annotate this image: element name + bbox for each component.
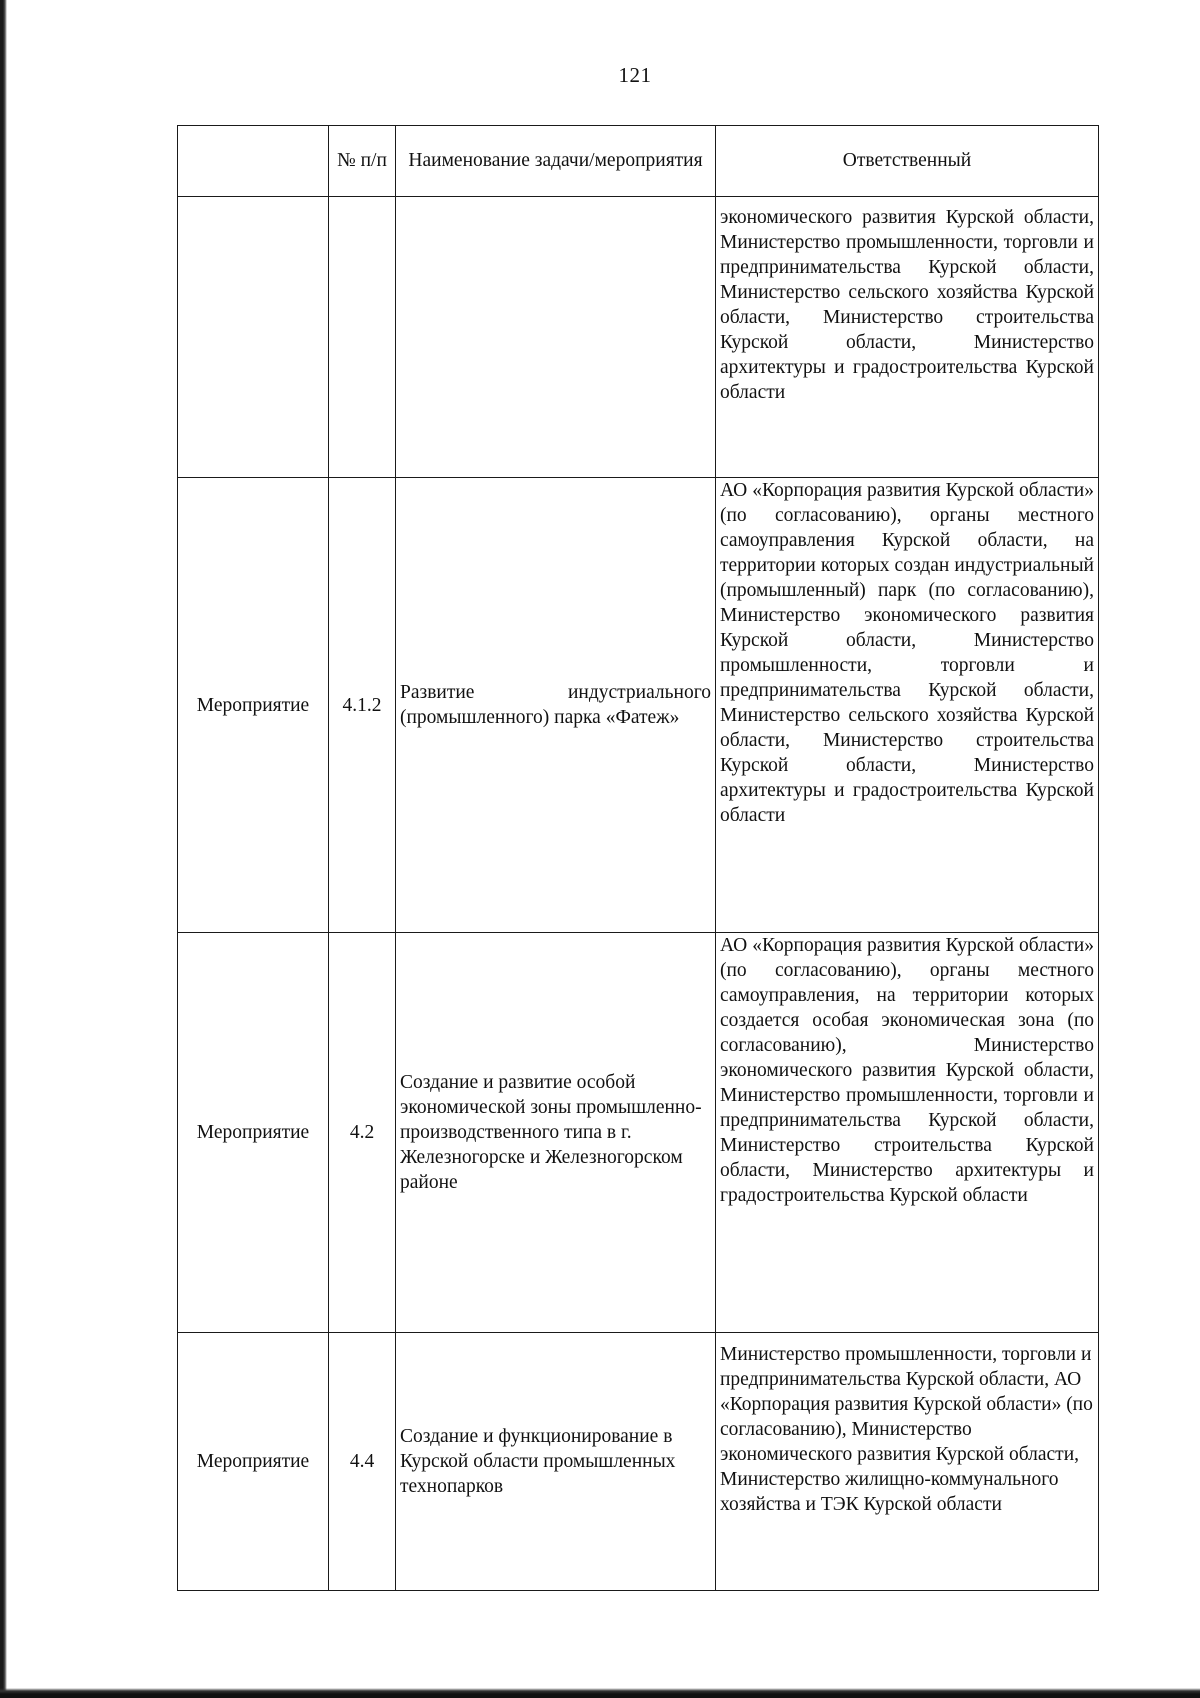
cell-number: 4.2 bbox=[329, 933, 396, 1333]
header-number: № п/п bbox=[329, 126, 396, 197]
cell-number: 4.4 bbox=[329, 1333, 396, 1591]
cell-task-name bbox=[396, 197, 716, 478]
cell-responsible: Министерство промышленности, торговли и предпринимательства Курской области, АО «Корпорация развития Курской области» (по согласованию), Министерство экономического развития Курской области, Министерство жилищно-коммунального хозяйства и ТЭК Курской области bbox=[716, 1333, 1099, 1591]
table-header-row bbox=[178, 126, 1099, 197]
cell-type: Мероприятие bbox=[178, 933, 329, 1333]
cell-responsible: АО «Корпорация развития Курской области» (по согласованию), органы местного самоуправления Курской области, на территории которых создан индустриальный (промышленный) парк (по согласованию), Министерство экономического развития Курской области, Министерство промышленности, торговли и предпринимательства Курской области, Министерство сельского хозяйства Курской области, Министерство строительства Курской области, Министерство архитектуры и градостроительства Курской области bbox=[716, 478, 1099, 933]
scan-edge-bottom bbox=[0, 1688, 1200, 1698]
cell-number bbox=[329, 197, 396, 478]
cell-type: Мероприятие bbox=[178, 1333, 329, 1591]
activities-table bbox=[177, 125, 1099, 1591]
cell-responsible: экономического развития Курской области, Министерство промышленности, торговли и предпринимательства Курской области, Министерство сельского хозяйства Курской области, Министерство строительства Курской области, Министерство архитектуры и градостроительства Курской области bbox=[716, 197, 1099, 478]
page-number: 121 bbox=[618, 63, 652, 87]
header-type bbox=[178, 126, 329, 197]
scan-edge-left bbox=[0, 0, 7, 1698]
cell-task-name: Развитие индустриального (промышленного) парка «Фатеж» bbox=[396, 478, 716, 933]
header-responsible: Ответственный bbox=[716, 126, 1099, 197]
cell-task-name: Создание и развитие особой экономической зоны промышленно-производственного типа в г. Железногорске и Железногорском районе bbox=[396, 933, 716, 1333]
table-row bbox=[178, 478, 1099, 933]
cell-type: Мероприятие bbox=[178, 478, 329, 933]
header-task-name: Наименование задачи/мероприятия bbox=[396, 126, 716, 197]
cell-type bbox=[178, 197, 329, 478]
table-row bbox=[178, 933, 1099, 1333]
cell-number: 4.1.2 bbox=[329, 478, 396, 933]
table-row-continuation bbox=[178, 197, 1099, 478]
table-row bbox=[178, 1333, 1099, 1591]
cell-responsible: АО «Корпорация развития Курской области» (по согласованию), органы местного самоуправления, на территории которых создается особая экономическая зона (по согласованию), Министерство экономического развития Курской области, Министерство промышленности, торговли и предпринимательства Курской области, Министерство строительства Курской области, Министерство архитектуры и градостроительства Курской области bbox=[716, 933, 1099, 1333]
cell-task-name: Создание и функционирование в Курской области промышленных технопарков bbox=[396, 1333, 716, 1591]
